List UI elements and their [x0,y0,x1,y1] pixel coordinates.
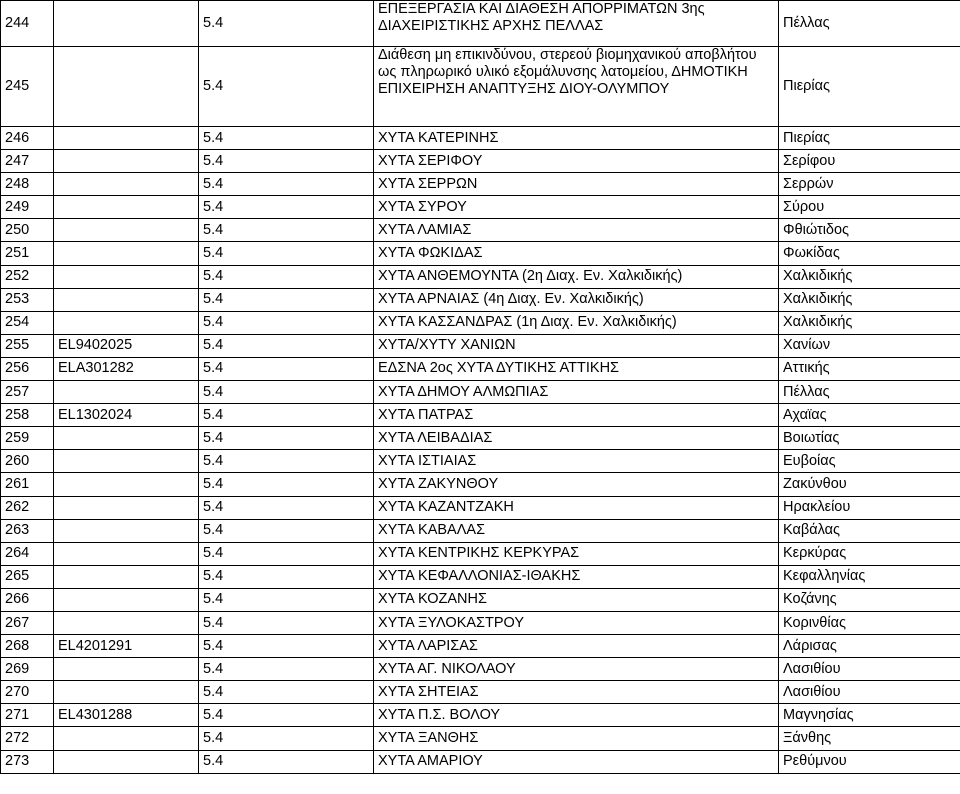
facility-code-cell [54,681,199,704]
table-row [1,727,960,750]
facility-name-cell: ΧΥΤΑ ΔΗΜΟΥ ΑΛΜΩΠΙΑΣ [374,381,779,404]
facility-name-cell: ΧΥΤΑ ΚΑΣΣΑΝΔΡΑΣ (1η Διαχ. Εν. Χαλκιδικής) [374,311,779,334]
row-number-cell: 265 [1,565,54,588]
table-row [1,519,960,542]
facility-code-cell [54,173,199,196]
facility-code-cell [54,242,199,265]
facility-name-cell: ΧΥΤΑ ΞΥΛΟΚΑΣΤΡΟΥ [374,611,779,634]
facility-name-cell: ΧΥΤΑ ΛΑΜΙΑΣ [374,219,779,242]
facility-name-cell: ΧΥΤΑ ΞΑΝΘΗΣ [374,727,779,750]
region-cell: Κοζάνης [779,588,960,611]
row-number-cell: 251 [1,242,54,265]
table-row [1,311,960,334]
activity-category-cell: 5.4 [199,288,374,311]
activity-category-cell: 5.4 [199,357,374,380]
table-row [1,635,960,658]
facility-name-cell: ΧΥΤΑ ΚΕΦΑΛΛΟΝΙΑΣ-ΙΘΑΚΗΣ [374,565,779,588]
facility-name-cell: ΧΥΤΑ ΚΑΒΑΛΑΣ [374,519,779,542]
facility-code-cell: EL9402025 [54,334,199,357]
table-row [1,704,960,727]
table-row [1,288,960,311]
table-row [1,681,960,704]
activity-category-cell: 5.4 [199,658,374,681]
table-row [1,473,960,496]
activity-category-cell: 5.4 [199,173,374,196]
facility-code-cell [54,611,199,634]
region-cell: Κερκύρας [779,542,960,565]
row-number-cell: 246 [1,127,54,150]
activity-category-cell: 5.4 [199,47,374,127]
facility-code-cell [54,727,199,750]
row-number-cell: 273 [1,750,54,773]
activity-category-cell: 5.4 [199,427,374,450]
facility-code-cell [54,565,199,588]
facility-code-cell: EL4301288 [54,704,199,727]
facility-code-cell [54,381,199,404]
activity-category-cell: 5.4 [199,750,374,773]
facility-name-cell: ΧΥΤΑ ΛΕΙΒΑΔΙΑΣ [374,427,779,450]
facility-code-cell [54,288,199,311]
facility-code-cell [54,219,199,242]
table-row [1,658,960,681]
region-cell: Ευβοίας [779,450,960,473]
row-number-cell: 268 [1,635,54,658]
facility-code-cell [54,658,199,681]
facility-code-cell [54,750,199,773]
facility-code-cell [54,542,199,565]
region-cell: Σερίφου [779,150,960,173]
facility-code-cell [54,588,199,611]
activity-category-cell: 5.4 [199,127,374,150]
activity-category-cell: 5.4 [199,311,374,334]
table-row [1,242,960,265]
table-row [1,1,960,47]
region-cell: Πιερίας [779,47,960,127]
row-number-cell: 255 [1,334,54,357]
facility-name-cell: ΧΥΤΑ ΙΣΤΙΑΙΑΣ [374,450,779,473]
facility-code-cell [54,450,199,473]
table-row [1,565,960,588]
row-number-cell: 264 [1,542,54,565]
region-cell: Ξάνθης [779,727,960,750]
activity-category-cell: 5.4 [199,242,374,265]
facility-name-cell: ΧΥΤΑ ΛΑΡΙΣΑΣ [374,635,779,658]
activity-category-cell: 5.4 [199,196,374,219]
region-cell: Αττικής [779,357,960,380]
region-cell: Λασιθίου [779,681,960,704]
row-number-cell: 259 [1,427,54,450]
activity-category-cell: 5.4 [199,496,374,519]
activity-category-cell: 5.4 [199,473,374,496]
row-number-cell: 254 [1,311,54,334]
activity-category-cell: 5.4 [199,588,374,611]
row-number-cell: 256 [1,357,54,380]
row-number-cell: 261 [1,473,54,496]
table-row [1,150,960,173]
region-cell: Ζακύνθου [779,473,960,496]
region-cell: Κεφαλληνίας [779,565,960,588]
facility-name-cell: ΧΥΤΑ ΠΑΤΡΑΣ [374,404,779,427]
activity-category-cell: 5.4 [199,265,374,288]
activity-category-cell: 5.4 [199,219,374,242]
row-number-cell: 248 [1,173,54,196]
region-cell: Λασιθίου [779,658,960,681]
region-cell: Χαλκιδικής [779,265,960,288]
region-cell: Λάρισας [779,635,960,658]
facility-name-cell: ΧΥΤΑ ΣΕΡΙΦΟΥ [374,150,779,173]
region-cell: Χαλκιδικής [779,288,960,311]
facility-name-cell: Διάθεση μη επικινδύνου, στερεού βιομηχανικού αποβλήτου ως πληρωρικό υλικό εξομάλυνσης λατομείου, ΔΗΜΟΤΙΚΗ ΕΠΙΧΕΙΡΗΣΗ ΑΝΑΠΤΥΞΗΣ ΔΙΟΥ-ΟΛΥΜΠΟΥ [374,47,779,127]
row-number-cell: 266 [1,588,54,611]
row-number-cell: 250 [1,219,54,242]
facility-name-cell: ΧΥΤΑ ΚΑΖΑΝΤΖΑΚΗ [374,496,779,519]
facilities-table-body [1,1,960,774]
row-number-cell: 253 [1,288,54,311]
region-cell: Μαγνησίας [779,704,960,727]
activity-category-cell: 5.4 [199,704,374,727]
facility-code-cell: EL4201291 [54,635,199,658]
facility-code-cell [54,196,199,219]
row-number-cell: 258 [1,404,54,427]
facility-name-cell: ΧΥΤΑ ΖΑΚΥΝΘΟΥ [374,473,779,496]
facility-name-cell: ΕΠΕΞΕΡΓΑΣΙΑ ΚΑΙ ΔΙΑΘΕΣΗ ΑΠΟΡΡΙΜΑΤΩΝ 3ης ΔΙΑΧΕΙΡΙΣΤΙΚΗΣ ΑΡΧΗΣ ΠΕΛΛΑΣ [374,1,779,47]
row-number-cell: 245 [1,47,54,127]
facility-code-cell [54,1,199,47]
activity-category-cell: 5.4 [199,519,374,542]
row-number-cell: 272 [1,727,54,750]
region-cell: Ρεθύμνου [779,750,960,773]
facility-name-cell: ΧΥΤΑ ΑΓ. ΝΙΚΟΛΑΟΥ [374,658,779,681]
row-number-cell: 269 [1,658,54,681]
region-cell: Πέλλας [779,1,960,47]
row-number-cell: 244 [1,1,54,47]
facility-code-cell [54,311,199,334]
table-row [1,588,960,611]
facility-name-cell: ΧΥΤΑ ΑΜΑΡΙΟΥ [374,750,779,773]
row-number-cell: 249 [1,196,54,219]
row-number-cell: 257 [1,381,54,404]
facility-name-cell: ΧΥΤΑ ΑΝΘΕΜΟΥΝΤΑ (2η Διαχ. Εν. Χαλκιδικής) [374,265,779,288]
activity-category-cell: 5.4 [199,727,374,750]
row-number-cell: 260 [1,450,54,473]
row-number-cell: 271 [1,704,54,727]
region-cell: Φθιώτιδος [779,219,960,242]
facility-name-cell: ΧΥΤΑ ΣΕΡΡΩΝ [374,173,779,196]
facility-name-cell: ΧΥΤΑ ΣΗΤΕΙΑΣ [374,681,779,704]
table-row [1,750,960,773]
activity-category-cell: 5.4 [199,150,374,173]
facility-name-cell: ΧΥΤΑ ΚΕΝΤΡΙΚΗΣ ΚΕΡΚΥΡΑΣ [374,542,779,565]
region-cell: Φωκίδας [779,242,960,265]
facility-name-cell: ΧΥΤΑ Π.Σ. ΒΟΛΟΥ [374,704,779,727]
table-row [1,450,960,473]
facility-name-cell: ΧΥΤΑ/ΧΥΤΥ ΧΑΝΙΩΝ [374,334,779,357]
table-row [1,357,960,380]
region-cell: Καβάλας [779,519,960,542]
region-cell: Πιερίας [779,127,960,150]
table-row [1,427,960,450]
facility-code-cell [54,496,199,519]
activity-category-cell: 5.4 [199,450,374,473]
region-cell: Αχαϊας [779,404,960,427]
facility-code-cell [54,150,199,173]
region-cell: Πέλλας [779,381,960,404]
table-row [1,542,960,565]
facility-name-cell: ΧΥΤΑ ΣΥΡΟΥ [374,196,779,219]
row-number-cell: 252 [1,265,54,288]
facility-code-cell [54,127,199,150]
facility-code-cell [54,265,199,288]
facility-name-cell: ΧΥΤΑ ΚΟΖΑΝΗΣ [374,588,779,611]
activity-category-cell: 5.4 [199,542,374,565]
region-cell: Ηρακλείου [779,496,960,519]
table-row [1,611,960,634]
table-row [1,196,960,219]
activity-category-cell: 5.4 [199,681,374,704]
facility-code-cell [54,427,199,450]
table-row [1,334,960,357]
facility-code-cell: EL1302024 [54,404,199,427]
region-cell: Σύρου [779,196,960,219]
region-cell: Κορινθίας [779,611,960,634]
table-row [1,47,960,127]
region-cell: Σερρών [779,173,960,196]
region-cell: Βοιωτίας [779,427,960,450]
region-cell: Χανίων [779,334,960,357]
activity-category-cell: 5.4 [199,635,374,658]
row-number-cell: 267 [1,611,54,634]
table-row [1,173,960,196]
facility-code-cell [54,519,199,542]
facility-code-cell [54,47,199,127]
region-cell: Χαλκιδικής [779,311,960,334]
row-number-cell: 262 [1,496,54,519]
activity-category-cell: 5.4 [199,334,374,357]
row-number-cell: 247 [1,150,54,173]
table-row [1,219,960,242]
table-row [1,265,960,288]
table-row [1,127,960,150]
facility-code-cell: ELA301282 [54,357,199,380]
facility-name-cell: ΧΥΤΑ ΚΑΤΕΡΙΝΗΣ [374,127,779,150]
table-row [1,381,960,404]
activity-category-cell: 5.4 [199,565,374,588]
activity-category-cell: 5.4 [199,611,374,634]
facility-name-cell: ΧΥΤΑ ΦΩΚΙΔΑΣ [374,242,779,265]
table-row [1,404,960,427]
facility-name-cell: ΕΔΣΝΑ 2ος ΧΥΤΑ ΔΥΤΙΚΗΣ ΑΤΤΙΚΗΣ [374,357,779,380]
row-number-cell: 263 [1,519,54,542]
activity-category-cell: 5.4 [199,381,374,404]
facility-name-cell: ΧΥΤΑ ΑΡΝΑΙΑΣ (4η Διαχ. Εν. Χαλκιδικής) [374,288,779,311]
activity-category-cell: 5.4 [199,1,374,47]
table-row [1,496,960,519]
row-number-cell: 270 [1,681,54,704]
activity-category-cell: 5.4 [199,404,374,427]
facility-code-cell [54,473,199,496]
